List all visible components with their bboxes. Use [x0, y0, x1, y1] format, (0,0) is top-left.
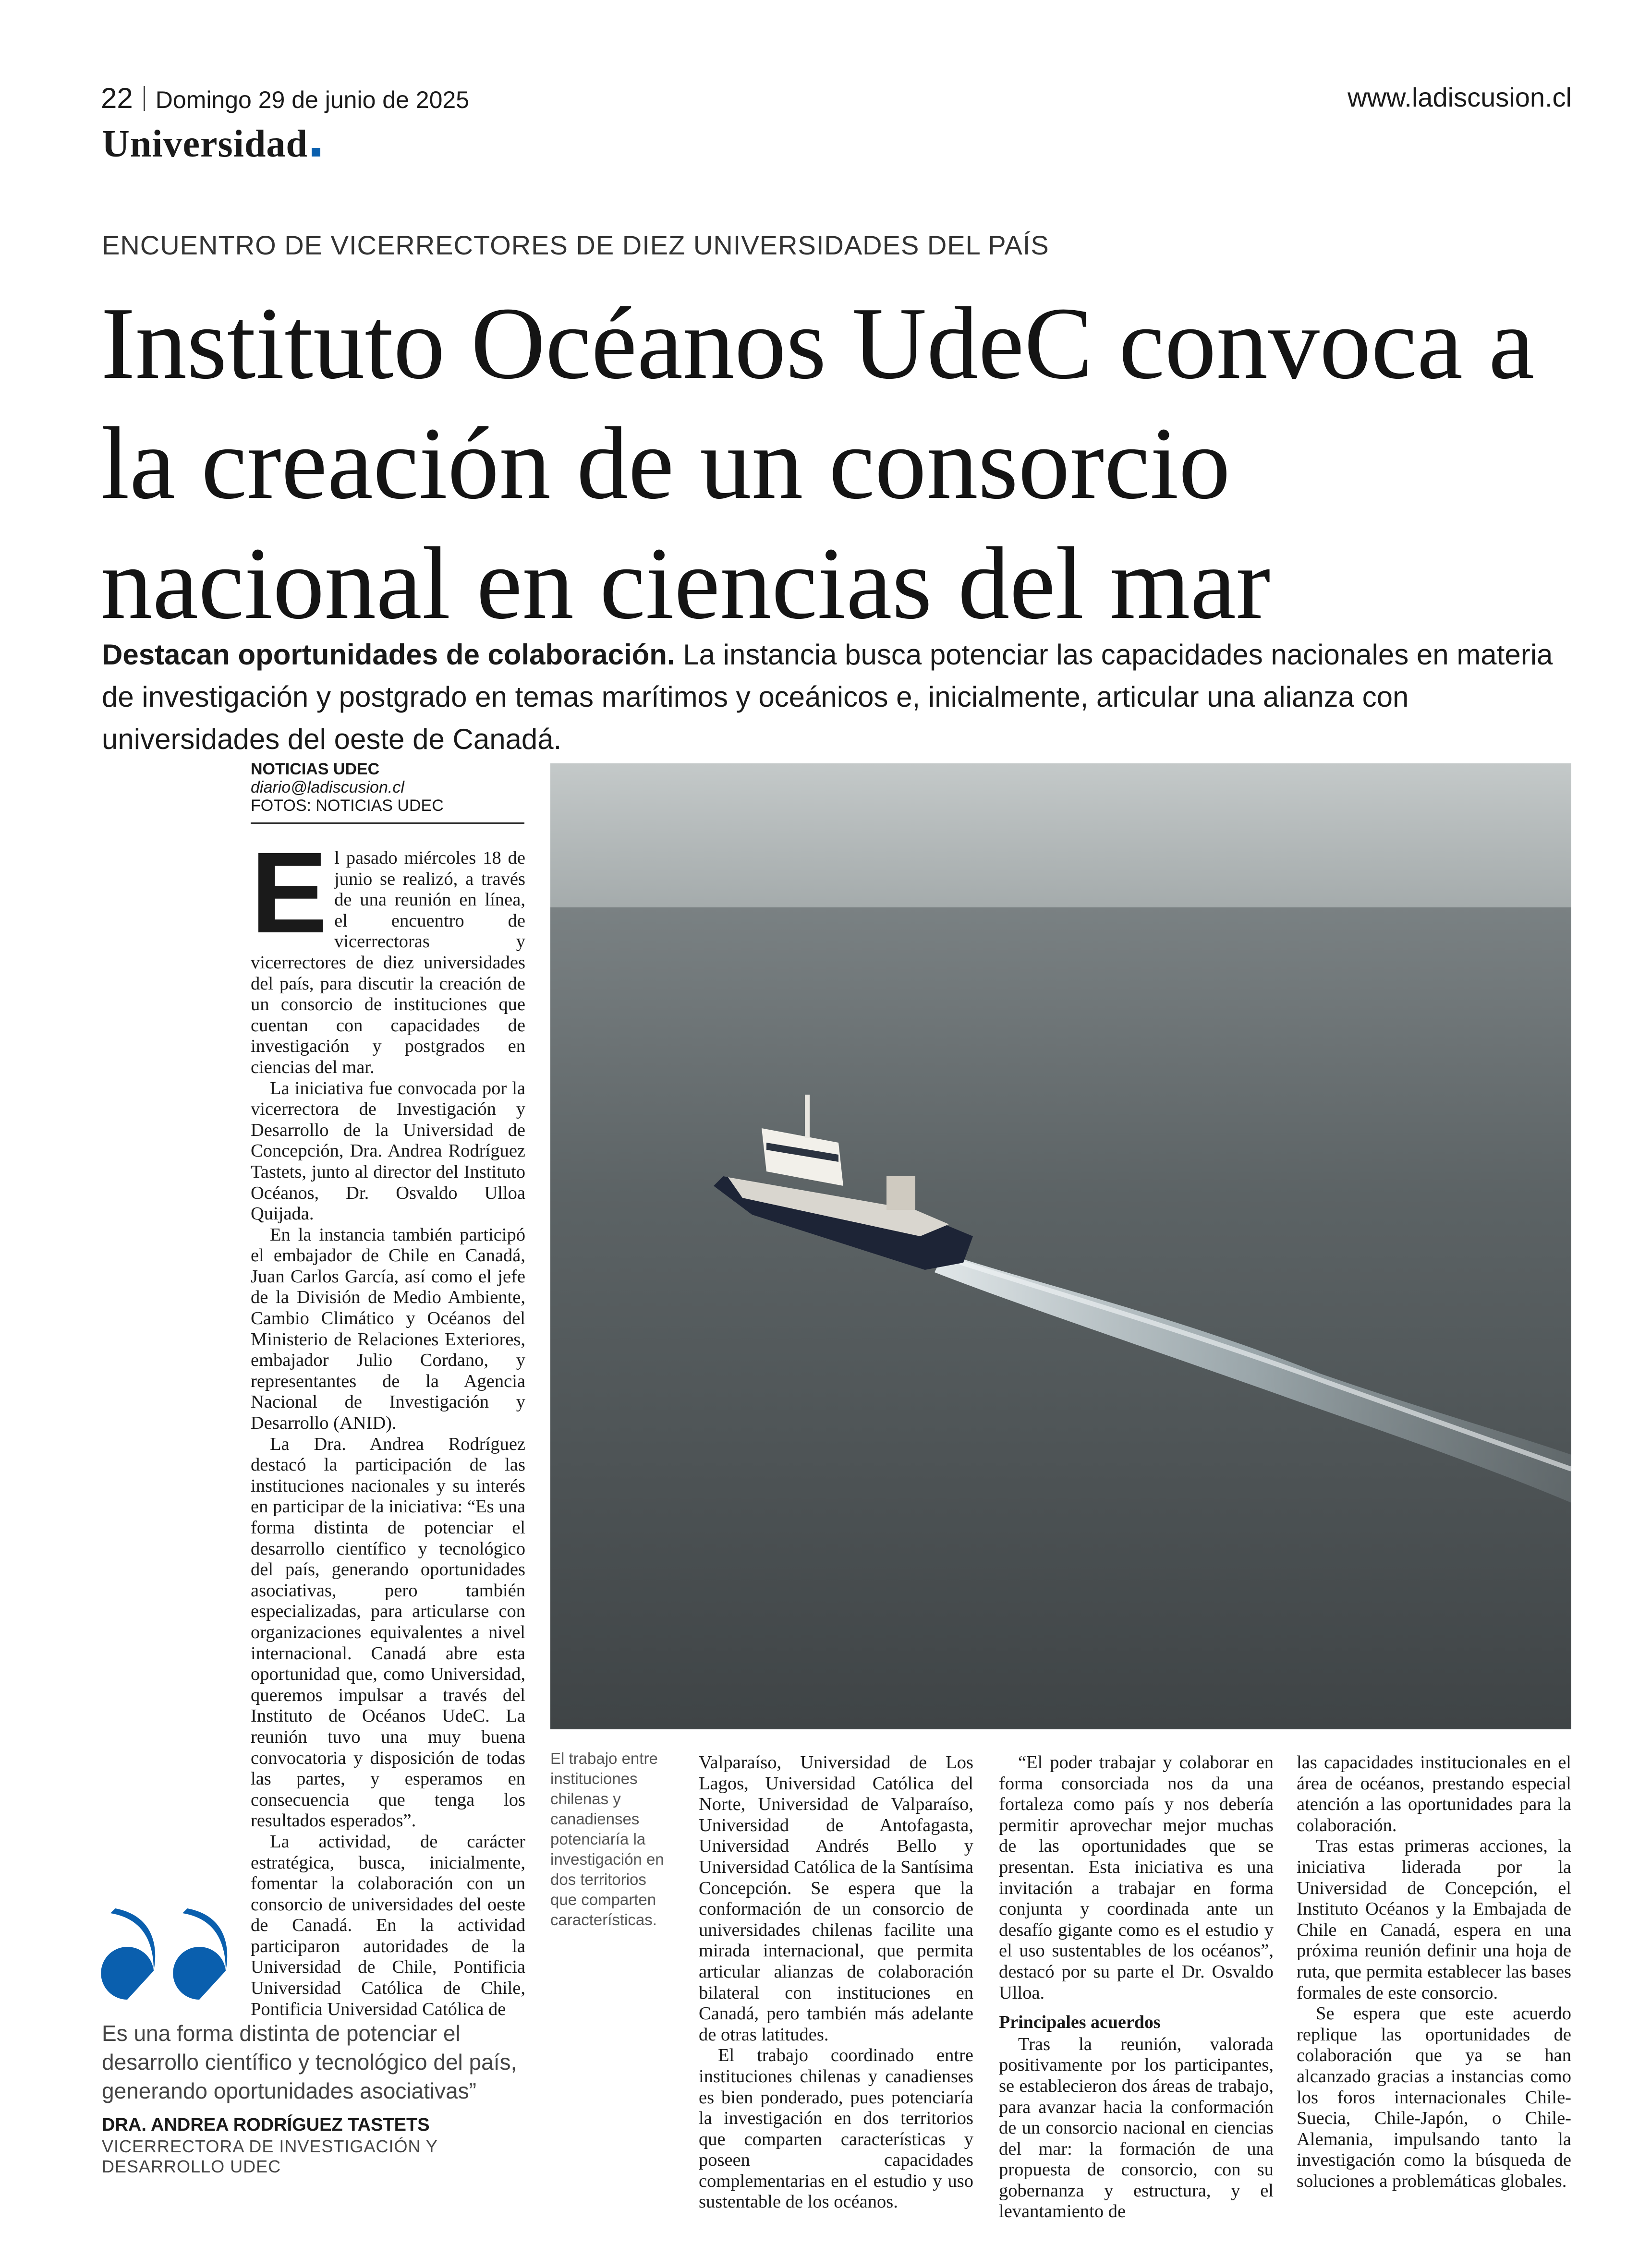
subheading: Principales acuerdos	[999, 2012, 1161, 2033]
byline-author: NOTICIAS UDEC	[251, 760, 380, 778]
body-column-1	[251, 828, 525, 2019]
ship-crane	[886, 1176, 915, 1210]
sea-area	[550, 907, 1571, 1729]
website-url: www.ladiscusion.cl	[1348, 82, 1572, 112]
body-paragraph: l pasado miércoles 18 de junio se realizó, a través de una reunión en línea, el encuentro de vicerrectoras y vicerrectores de diez universidades del país, para discutir la creación de un consorcio de instituciones que cuentan con capacidades de investigación y postgrados en ciencias del mar.	[251, 848, 525, 1077]
folio-divider	[144, 86, 145, 111]
photo-caption: El trabajo entre instituciones chilenas y canadienses potenciaría la investigación en dos territorios que comparten características.	[550, 1749, 664, 1929]
body-paragraph: Valparaíso, Universidad de Los Lagos, Universidad Católica del Norte, Universidad de Valparaíso, Universidad de Antofagasta, Universidad Andrés Bello y Universidad Católica de la Santísima Concepción. Se espera que la conformación de un consorcio de universidades chilenas facilite una mirada internacional, que permita articular alianzas de colaboración bilateral con instituciones en Canadá, pero también más adelante de otras latitudes.	[699, 1752, 973, 2045]
quote-mark-icon	[101, 1908, 231, 2000]
ship-photo	[550, 763, 1571, 1729]
pull-quote-author: DRA. ANDREA RODRÍGUEZ TASTETS	[102, 2115, 430, 2135]
body-paragraph: Tras estas primeras acciones, la iniciativa liderada por la Universidad de Concepción, el Instituto Océanos y la Embajada de Chile en Canadá, espera en una próxima reunión definir una hoja de ruta, que permita establecer las bases formales de este consorcio.	[1297, 1836, 1571, 2003]
body-paragraph: La iniciativa fue convocada por la vicerrectora de Investigación y Desarrollo de la Universidad de Concepción, Dra. Andrea Rodríguez Tastets, junto al director del Instituto Océanos, Dr. Osvaldo Ulloa Quijada.	[251, 1078, 525, 1224]
body-paragraph: El trabajo coordinado entre instituciones chilenas y canadienses es bien ponderado, pues potenciaría la investigación en dos territorios que comparten características y poseen capacidades complementarias en el estudio y uso sustentable de los océanos.	[699, 2045, 973, 2212]
lead-highlight: Destacan oportunidades de colaboración.	[102, 639, 675, 671]
section-accent-dot	[312, 148, 320, 157]
body-column-4	[1297, 1752, 1571, 2192]
byline	[251, 760, 444, 815]
body-paragraph: En la instancia también participó el embajador de Chile en Canadá, Juan Carlos García, así como el jefe de la División de Medio Ambiente, Cambio Climático y Océanos del Ministerio de Relaciones Exteriores, embajador Julio Cordano, y representantes de la Agencia Nacional de Investigación y Desarrollo (ANID).	[251, 1224, 525, 1434]
body-paragraph: Tras la reunión, valorada positivamente por los participantes, se establecieron dos áreas de trabajo, para avanzar hacia la conformación de un consorcio nacional en ciencias del mar: la formación de una propuesta de consorcio, con su gobernanza y estructura, y el levantamiento de	[999, 2034, 1274, 2222]
section-title	[102, 122, 320, 166]
page-number: 22	[101, 82, 133, 114]
body-column-2	[699, 1752, 973, 2213]
byline-divider	[251, 822, 524, 824]
body-paragraph: las capacidades institucionales en el área de océanos, prestando especial atención a las oportunidades para la colaboración.	[1297, 1752, 1571, 1835]
lead-text: La instancia busca potenciar las capacidades nacionales en materia de investigación y postgrado en temas marítimos y oceánicos e, inicialmente, articular una alianza con universidades del oeste de Canadá.	[102, 639, 1553, 755]
section-name: Universidad	[102, 123, 308, 165]
body-paragraph: Se espera que este acuerdo replique las oportunidades de colaboración que ya se han alcanzado gracias a instancias como los foros internacionales Chile-Suecia, Chile-Japón, o Chile-Alemania, impulsando tanto la investigación como la búsqueda de soluciones a problemáticas globales.	[1297, 2003, 1571, 2191]
article-kicker: ENCUENTRO DE VICERRECTORES DE DIEZ UNIVERSIDADES DEL PAÍS	[102, 230, 1049, 260]
pull-quote-text: Es una forma distinta de potenciar el desarrollo científico y tecnológico del país, generando oportunidades asociativas”	[102, 2021, 517, 2103]
drop-cap: E	[251, 828, 328, 957]
page-folio	[101, 82, 469, 115]
body-column-3	[999, 1752, 1274, 2222]
article-lead	[102, 634, 1562, 760]
body-paragraph: La Dra. Andrea Rodríguez destacó la participación de las instituciones nacionales y su interés en participar de la iniciativa: “Es una forma distinta de potenciar el desarrollo científico y tecnológico del país, generando oportunidades asociativas, pero también especializadas, para articularse con organizaciones equivalentes a nivel internacional. Canadá abre esta oportunidad que, como Universidad, queremos impulsar a través del Instituto de Océanos UdeC. La reunión tuvo una muy buena convocatoria y disposición de todas las partes, y esperamos en consecuencia que tenga los resultados esperados”.	[251, 1434, 525, 1831]
ship-mast	[805, 1095, 810, 1138]
body-paragraph: La actividad, de carácter estratégica, busca, inicialmente, fomentar la colaboración con un consorcio de universidades del oeste de Canadá. En la actividad participaron autoridades de la Universidad de Chile, Pontificia Universidad Católica de Chile, Pontificia Universidad Católica de	[251, 1831, 525, 2019]
body-paragraph: “El poder trabajar y colaborar en forma consorciada nos da una fortaleza como país y nos debería permitir aprovechar mejor muchas de las oportunidades que se presentan. Esta iniciativa es una invitación a trabajar en forma conjunta y coordinada ante un desafío gigante como es el estudio y el uso sustentables de los océanos”, destacó por su parte el Dr. Osvaldo Ulloa.	[999, 1752, 1274, 2003]
pull-quote-role: VICERRECTORA DE INVESTIGACIÓN Y DESARROLLO UDEC	[102, 2136, 438, 2176]
article-headline: Instituto Océanos UdeC convoca a la creación de un consorcio nacional en ciencias del mar	[101, 286, 1535, 640]
byline-email: diario@ladiscusion.cl	[251, 778, 404, 796]
byline-photo-credit: FOTOS: NOTICIAS UDEC	[251, 796, 444, 815]
issue-date: Domingo 29 de junio de 2025	[155, 86, 470, 113]
